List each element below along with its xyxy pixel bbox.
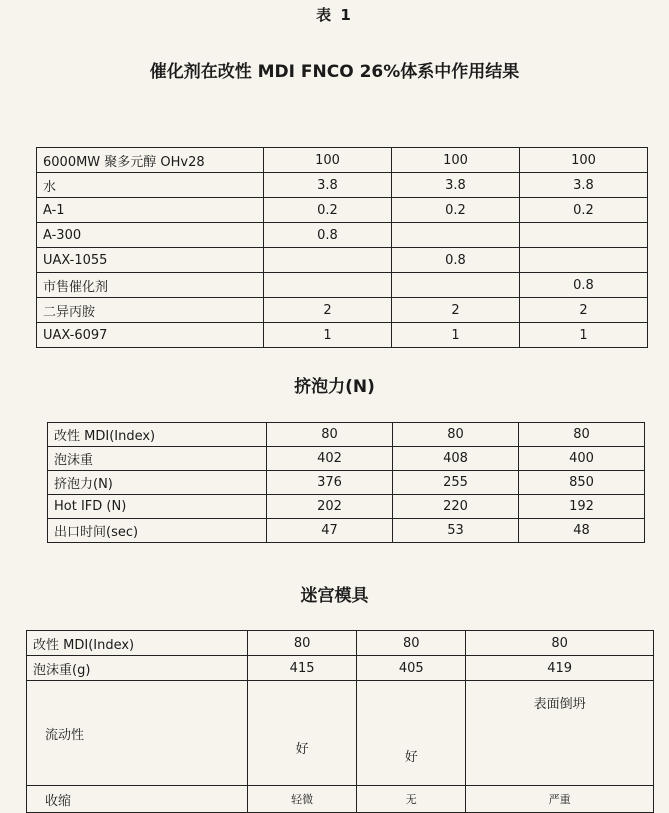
cell-value: 415 [248, 656, 357, 681]
cell-value: 408 [393, 447, 519, 471]
table-row [48, 447, 645, 471]
cell-value: 1 [264, 323, 392, 348]
table-row [48, 423, 645, 447]
row-label: 改性 MDI(Index) [27, 631, 248, 656]
row-label: A-300 [37, 223, 264, 248]
cell-value: 3.8 [392, 173, 520, 198]
cell-value: 202 [267, 495, 393, 519]
cell-value: 严重 [466, 786, 654, 813]
table-caption: 表 1 [316, 6, 353, 24]
table-row [48, 471, 645, 495]
cell-value [392, 223, 520, 248]
cell-value: 100 [264, 148, 392, 173]
section-heading-maze-mold: 迷宫模具 [300, 586, 369, 606]
cell-value: 1 [520, 323, 648, 348]
cell-value: 轻微 [248, 786, 357, 813]
row-label: 改性 MDI(Index) [48, 423, 267, 447]
cell-value: 表面倒坍 [466, 681, 654, 786]
cell-value: 850 [519, 471, 645, 495]
cell-value [520, 248, 648, 273]
section-heading-foam-force: 挤泡力(N) [294, 377, 375, 397]
cell-value: 405 [357, 656, 466, 681]
row-label: 泡沫重 [48, 447, 267, 471]
formulation-table [36, 147, 648, 348]
cell-value [392, 273, 520, 298]
cell-value: 0.8 [520, 273, 648, 298]
table-row [37, 298, 648, 323]
table-row [48, 519, 645, 543]
cell-value: 192 [519, 495, 645, 519]
foam-force-table [47, 422, 645, 543]
page-title: 催化剂在改性 MDI FNCO 26%体系中作用结果 [149, 62, 520, 82]
cell-value: 0.2 [520, 198, 648, 223]
row-label: 水 [37, 173, 264, 198]
row-label: UAX-1055 [37, 248, 264, 273]
cell-value: 220 [393, 495, 519, 519]
cell-value [520, 223, 648, 248]
cell-value: 255 [393, 471, 519, 495]
cell-value: 1 [392, 323, 520, 348]
table-row [27, 631, 654, 656]
cell-value: 80 [248, 631, 357, 656]
cell-value: 好 [357, 681, 466, 786]
row-label: Hot IFD (N) [48, 495, 267, 519]
cell-value: 80 [519, 423, 645, 447]
table-row [37, 223, 648, 248]
cell-value: 402 [267, 447, 393, 471]
cell-value: 100 [520, 148, 648, 173]
cell-value: 376 [267, 471, 393, 495]
cell-value: 53 [393, 519, 519, 543]
cell-value: 0.8 [264, 223, 392, 248]
row-label: 出口时间(sec) [48, 519, 267, 543]
row-label: 二异丙胺 [37, 298, 264, 323]
cell-value: 47 [267, 519, 393, 543]
table-row [27, 656, 654, 681]
cell-value: 无 [357, 786, 466, 813]
cell-value: 48 [519, 519, 645, 543]
table-row [37, 148, 648, 173]
cell-value: 3.8 [520, 173, 648, 198]
table-row [37, 248, 648, 273]
row-label: 泡沫重(g) [27, 656, 248, 681]
cell-value: 2 [520, 298, 648, 323]
cell-value: 80 [393, 423, 519, 447]
cell-value: 400 [519, 447, 645, 471]
table-row [27, 786, 654, 813]
cell-value: 80 [357, 631, 466, 656]
row-label: 收缩 [27, 786, 248, 813]
row-label: A-1 [37, 198, 264, 223]
table-row [48, 495, 645, 519]
cell-value: 80 [466, 631, 654, 656]
row-label: 流动性 [27, 681, 248, 786]
row-label: 挤泡力(N) [48, 471, 267, 495]
cell-value: 0.2 [264, 198, 392, 223]
cell-value: 100 [392, 148, 520, 173]
table-row [27, 681, 654, 786]
cell-value: 2 [264, 298, 392, 323]
cell-value: 0.8 [392, 248, 520, 273]
cell-value: 0.2 [392, 198, 520, 223]
row-label: 6000MW 聚多元醇 OHv28 [37, 148, 264, 173]
maze-mold-table [26, 630, 654, 813]
cell-value [264, 248, 392, 273]
cell-value: 3.8 [264, 173, 392, 198]
row-label: 市售催化剂 [37, 273, 264, 298]
table-row [37, 273, 648, 298]
table-row [37, 173, 648, 198]
cell-value: 80 [267, 423, 393, 447]
table-row [37, 323, 648, 348]
cell-value: 2 [392, 298, 520, 323]
cell-value: 419 [466, 656, 654, 681]
cell-value [264, 273, 392, 298]
table-row [37, 198, 648, 223]
cell-value: 好 [248, 681, 357, 786]
row-label: UAX-6097 [37, 323, 264, 348]
